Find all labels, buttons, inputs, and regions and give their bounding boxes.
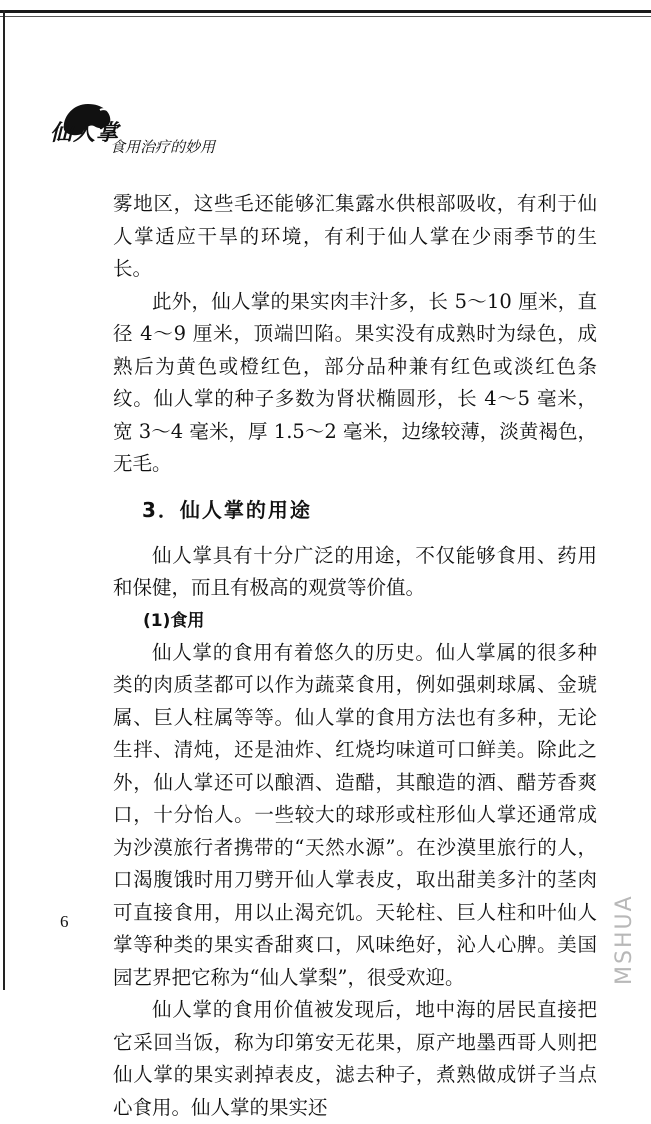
top-border-rule-thin	[0, 16, 651, 17]
paragraph-food-value: 仙人掌的食用价值被发现后，地中海的居民直接把它采回当饭，称为印第安无花果，原产地墨西哥人则把仙人掌的果实剥掉表皮，滤去种子，煮熟做成饼子当点心食用。仙人掌的果实还	[113, 998, 597, 1119]
watermark: MSHUA	[612, 894, 637, 985]
left-border-line	[3, 10, 5, 990]
book-header-logo	[40, 100, 240, 162]
section-heading: 3．仙人掌的用途	[142, 497, 312, 522]
paragraph-fruit: 此外，仙人掌的果实肉丰汁多，长 5～10 厘米，直径 4～9 厘米，顶端凹陷。果实没有成熟时为绿色，成熟后为黄色或橙红色，部分品种兼有红色或淡红色条纹。仙人掌的种子多数为肾状椭圆形，长 4～5 毫米，宽 3～4 毫米，厚 1.5～2 毫米，边缘较薄，淡黄褐色，无毛。	[113, 289, 597, 475]
page-number: 6	[60, 912, 69, 931]
paragraph-continued: 雾地区，这些毛还能够汇集露水供根部吸收，有利于仙人掌适应干旱的环境，有利于仙人掌在少雨季节的生长。	[113, 192, 597, 280]
paragraph-food-history: 仙人掌的食用有着悠久的历史。仙人掌属的很多种类的肉质茎都可以作为蔬菜食用，例如强刺球属、金琥属、巨人柱属等等。仙人掌的食用方法也有多种，无论生拌、清炖，还是油炸、红烧均味道可口鲜美。除此之外，仙人掌还可以酿酒、造醋，其酿造的酒、醋芳香爽口，十分怡人。一些较大的球形或柱形仙人掌还通常成为沙漠旅行者携带的“天然水源”。在沙漠里旅行的人，口渴腹饿时用刀劈开仙人掌表皮，取出甜美多汁的茎肉可直接食用，用以止渴充饥。天轮柱、巨人柱和叶仙人掌等种类的果实香甜爽口，风味绝好，沁人心脾。美国园艺界把它称为“仙人掌梨”，很受欢迎。	[113, 640, 597, 989]
section-intro: 仙人掌具有十分广泛的用途，不仅能够食用、药用和保健，而且有极高的观赏等价值。	[113, 543, 597, 599]
sub-heading-food: (1)食用	[143, 610, 205, 631]
book-title: 仙人掌	[50, 120, 120, 146]
top-border-rule	[0, 10, 651, 13]
book-subtitle: 食用治疗的妙用	[110, 138, 216, 156]
page-body	[113, 188, 597, 1124]
